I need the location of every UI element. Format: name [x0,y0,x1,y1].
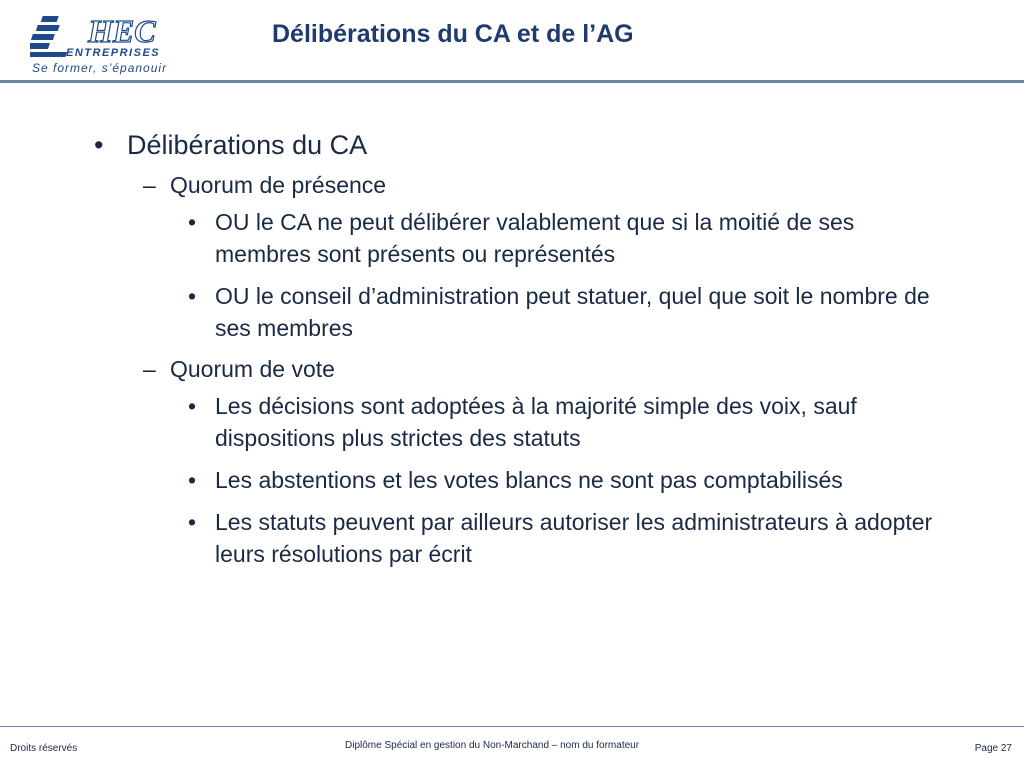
bullet-level3 [188,506,935,570]
dash-marker: – [143,172,156,198]
footer-course-info: Diplôme Spécial en gestion du Non-Marchand – nom du formateur [345,740,640,751]
bullet-marker: • [188,467,197,493]
bullet-level3 [188,390,935,454]
bullet-marker: • [188,509,197,535]
bullet-marker: • [188,393,197,419]
bullet-text: Les abstentions et les votes blancs ne sont pas comptabilisés [215,467,843,493]
bullet-marker: • [188,209,197,235]
svg-text:Se former, s’épanouir: Se former, s’épanouir [32,61,168,75]
bullet-text: Les décisions sont adoptées à la majorité simple des voix, sauf dispositions plus strictes des statuts [215,393,857,451]
subheading-quorum-presence [143,170,1024,200]
slide-body [0,128,1024,580]
bullet-level1 [94,128,1024,162]
footer-copyright: Droits réservés [10,743,78,754]
subheading-text: Quorum de vote [170,356,335,382]
dash-marker: – [143,356,156,382]
subheading-text: Quorum de présence [170,172,387,198]
bullet-text: OU le CA ne peut délibérer valablement que si la moitié de ses membres sont présents ou représentés [215,209,855,267]
bullet-text: Les statuts peuvent par ailleurs autoriser les administrateurs à adopter leurs résolutions par écrit [215,509,933,567]
header-divider [0,80,1024,83]
svg-text:ENTREPRISES: ENTREPRISES [66,47,161,59]
bullet-level3 [188,280,935,344]
subheading-quorum-vote [143,354,1024,384]
bullet-text: OU le conseil d’administration peut statuer, quel que soit le nombre de ses membres [215,283,930,341]
slide-title: Délibérations du CA et de l’AG [272,20,634,48]
hec-entreprises-logo [30,12,200,76]
svg-text:HEC: HEC [88,13,156,49]
bullet-marker: • [94,130,104,160]
bullet-text: Délibérations du CA [127,130,368,160]
bullet-marker: • [188,283,197,309]
footer-divider [0,726,1024,727]
bullet-level3 [188,206,935,270]
page-number: Page 27 [974,743,1012,754]
bullet-level3 [188,464,935,496]
